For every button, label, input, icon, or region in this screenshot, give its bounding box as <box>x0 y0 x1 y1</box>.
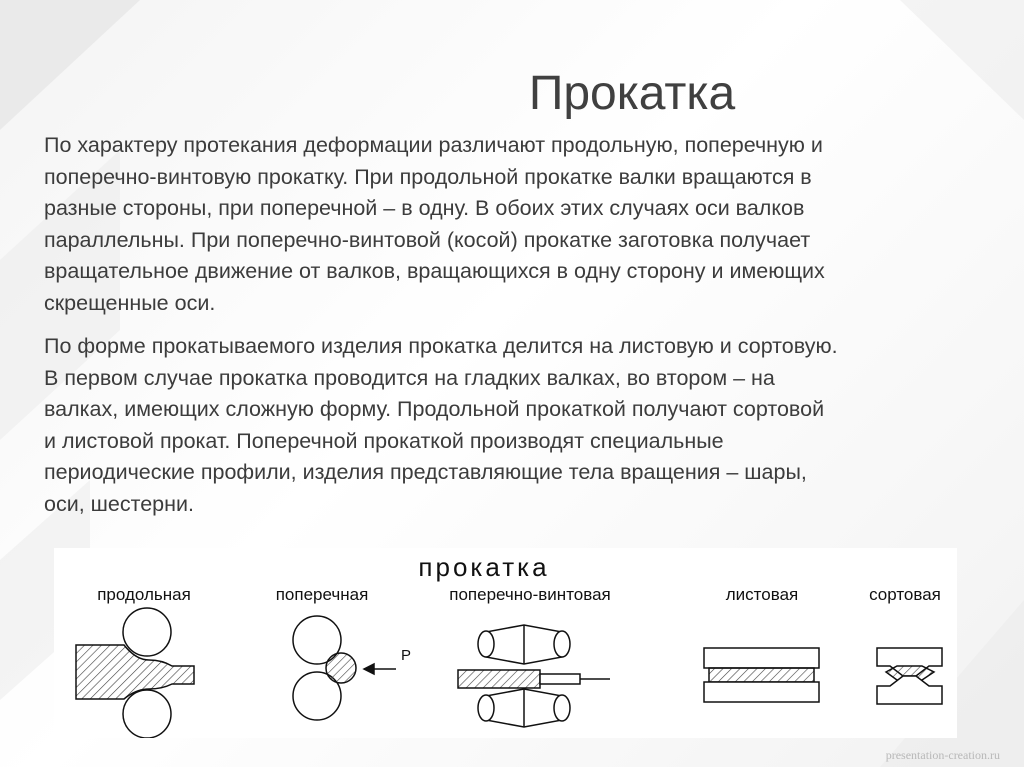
longitudinal-rolling-figure <box>76 608 194 738</box>
label-longitudinal: продольная <box>97 585 191 604</box>
paragraph-product-shape <box>44 331 1009 520</box>
text-line: По характеру протекания деформации различают продольную, поперечную и <box>44 133 823 157</box>
text-line: вращательное движение от валков, вращающихся в одну сторону и имеющих <box>44 259 825 283</box>
transverse-rolling-figure <box>293 616 396 720</box>
label-transverse: поперечная <box>275 585 369 604</box>
diagram-title: прокатка <box>418 552 550 582</box>
watermark: presentation-creation.ru <box>885 748 1000 762</box>
text-line: По форме прокатываемого изделия прокатка делится на листовую и сортовую. <box>44 334 838 358</box>
text-line: оси, шестерни. <box>44 491 194 516</box>
text-line: валках, имеющих сложную форму. Продольной прокаткой получают сортовой <box>44 397 825 421</box>
body-text <box>44 130 1009 532</box>
label-sheet: листовая <box>725 585 799 604</box>
force-label: P <box>401 647 412 664</box>
label-helical: поперечно-винтовая <box>449 585 611 604</box>
label-section: сортовая <box>869 585 941 604</box>
text-line: периодические профили, изделия представляющие тела вращения – шары, <box>44 460 807 484</box>
text-line: параллельны. При поперечно-винтовой (косой) прокатке заготовка получает <box>44 227 811 252</box>
slide-title: Прокатка <box>528 67 736 120</box>
helical-rolling-figure <box>458 625 610 727</box>
rolling-types-diagram <box>54 548 957 738</box>
paragraph-rolling-types <box>44 130 1009 319</box>
text-line: разные стороны, при поперечной – в одну. В обоих этих случаях оси валков <box>44 196 805 220</box>
text-line: поперечно-винтовую прокатку. При продольной прокатке валки вращаются в <box>44 164 812 189</box>
section-rolling-figure <box>877 648 942 704</box>
text-line: В первом случае прокатка проводится на гладких валках, во втором – на <box>44 365 775 390</box>
text-line: и листовой прокат. Поперечной прокаткой производят специальные <box>44 428 724 453</box>
sheet-rolling-figure <box>704 648 819 702</box>
text-line: скрещенные оси. <box>44 290 216 315</box>
